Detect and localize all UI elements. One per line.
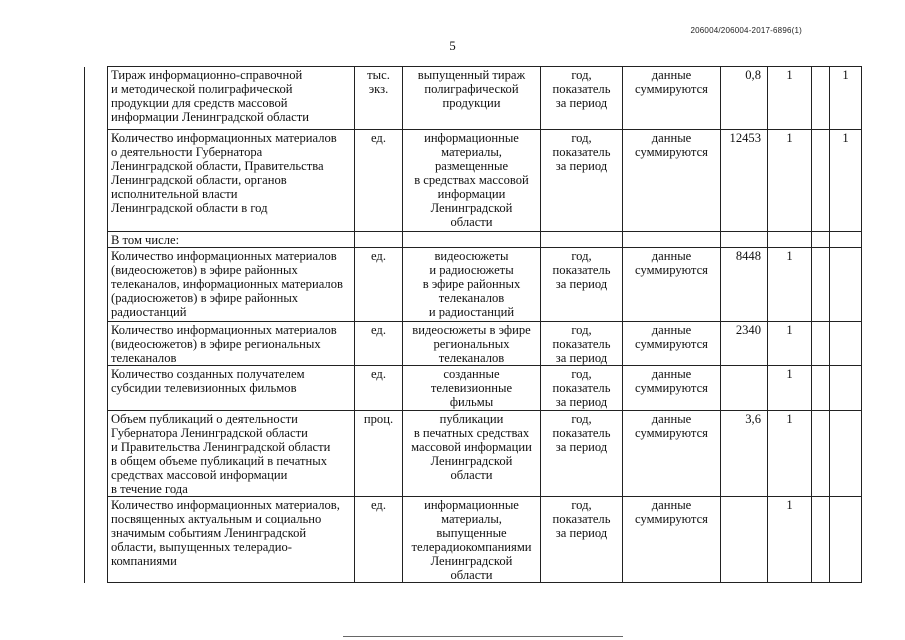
description-cell: выпущенный тираж полиграфической продукции <box>403 67 541 130</box>
col9-cell <box>830 322 862 366</box>
table-row <box>85 411 862 497</box>
col7-cell: 1 <box>768 248 812 322</box>
method-cell: данные суммируются <box>623 411 721 497</box>
unit-cell: ед. <box>355 130 403 232</box>
col7-cell: 1 <box>768 366 812 411</box>
table-row <box>85 248 862 322</box>
description-cell: публикации в печатных средствах массовой информации Ленинградской области <box>403 411 541 497</box>
period-cell: год, показатель за период <box>541 322 623 366</box>
table-row <box>85 130 862 232</box>
description-cell: видеосюжеты в эфире региональных телеканалов <box>403 322 541 366</box>
col8-cell <box>812 248 830 322</box>
col7-cell <box>768 232 812 248</box>
description-cell: информационные материалы, размещенные в средствах массовой информации Ленинградской области <box>403 130 541 232</box>
unit-cell: ед. <box>355 366 403 411</box>
period-cell <box>541 232 623 248</box>
value-cell <box>721 366 768 411</box>
period-cell: год, показатель за период <box>541 248 623 322</box>
indicator-cell: Количество информационных материалов, посвященных актуальным и социально значимым событиям Ленинградской области, выпущенных телерадио- компаниями <box>108 497 355 583</box>
value-cell: 12453 <box>721 130 768 232</box>
value-cell: 3,6 <box>721 411 768 497</box>
value-cell: 0,8 <box>721 67 768 130</box>
col7-cell: 1 <box>768 130 812 232</box>
period-cell: год, показатель за период <box>541 497 623 583</box>
method-cell: данные суммируются <box>623 67 721 130</box>
document-id: 206004/206004-2017-6896(1) <box>690 26 802 35</box>
col8-cell <box>812 232 830 248</box>
unit-cell: ед. <box>355 322 403 366</box>
bottom-edge-line <box>343 636 623 637</box>
col9-cell <box>830 366 862 411</box>
indicator-cell: Количество информационных материалов о деятельности Губернатора Ленинградской области, Правительства Ленинградской области, органов исполнительной власти Ленинградской области в год <box>108 130 355 232</box>
table-row <box>85 67 862 130</box>
value-cell <box>721 497 768 583</box>
col9-cell: 1 <box>830 67 862 130</box>
description-cell: видеосюжеты и радиосюжеты в эфире районных телеканалов и радиостанций <box>403 248 541 322</box>
value-cell <box>721 232 768 248</box>
method-cell: данные суммируются <box>623 248 721 322</box>
col8-cell <box>812 366 830 411</box>
indicator-cell: Объем публикаций о деятельности Губернатора Ленинградской области и Правительства Ленинградской области в общем объеме публикаций в печатных средствах массовой информации в течение года <box>108 411 355 497</box>
indicator-cell: Количество информационных материалов (видеосюжетов) в эфире региональных телеканалов <box>108 322 355 366</box>
page-number: 5 <box>449 38 456 53</box>
table-row <box>85 232 862 248</box>
description-cell: информационные материалы, выпущенные телерадиокомпаниями Ленинградской области <box>403 497 541 583</box>
col8-cell <box>812 497 830 583</box>
unit-cell <box>355 232 403 248</box>
col8-cell <box>812 130 830 232</box>
method-cell: данные суммируются <box>623 366 721 411</box>
indicators-table <box>84 66 862 583</box>
method-cell: данные суммируются <box>623 497 721 583</box>
empty-cell <box>85 67 108 583</box>
description-cell: созданные телевизионные фильмы <box>403 366 541 411</box>
table-row <box>85 322 862 366</box>
unit-cell: тыс. экз. <box>355 67 403 130</box>
indicator-cell: В том числе: <box>108 232 355 248</box>
col9-cell: 1 <box>830 130 862 232</box>
col7-cell: 1 <box>768 497 812 583</box>
method-cell: данные суммируются <box>623 322 721 366</box>
col9-cell <box>830 232 862 248</box>
indicator-cell: Количество созданных получателем субсидии телевизионных фильмов <box>108 366 355 411</box>
method-cell <box>623 232 721 248</box>
description-cell <box>403 232 541 248</box>
unit-cell: ед. <box>355 248 403 322</box>
table-row <box>85 497 862 583</box>
unit-cell: проц. <box>355 411 403 497</box>
value-cell: 2340 <box>721 322 768 366</box>
period-cell: год, показатель за период <box>541 411 623 497</box>
col8-cell <box>812 67 830 130</box>
col7-cell: 1 <box>768 411 812 497</box>
period-cell: год, показатель за период <box>541 130 623 232</box>
col9-cell <box>830 248 862 322</box>
col9-cell <box>830 497 862 583</box>
col7-cell: 1 <box>768 67 812 130</box>
indicator-cell: Тираж информационно-справочной и методической полиграфической продукции для средств массовой информации Ленинградской области <box>108 67 355 130</box>
indicator-cell: Количество информационных материалов (видеосюжетов) в эфире районных телеканалов, информационных материалов (радиосюжетов) в эфире районных радиостанций <box>108 248 355 322</box>
col7-cell: 1 <box>768 322 812 366</box>
method-cell: данные суммируются <box>623 130 721 232</box>
period-cell: год, показатель за период <box>541 67 623 130</box>
table-row <box>85 366 862 411</box>
value-cell: 8448 <box>721 248 768 322</box>
unit-cell: ед. <box>355 497 403 583</box>
col8-cell <box>812 322 830 366</box>
col8-cell <box>812 411 830 497</box>
table-body <box>85 67 862 583</box>
col9-cell <box>830 411 862 497</box>
period-cell: год, показатель за период <box>541 366 623 411</box>
